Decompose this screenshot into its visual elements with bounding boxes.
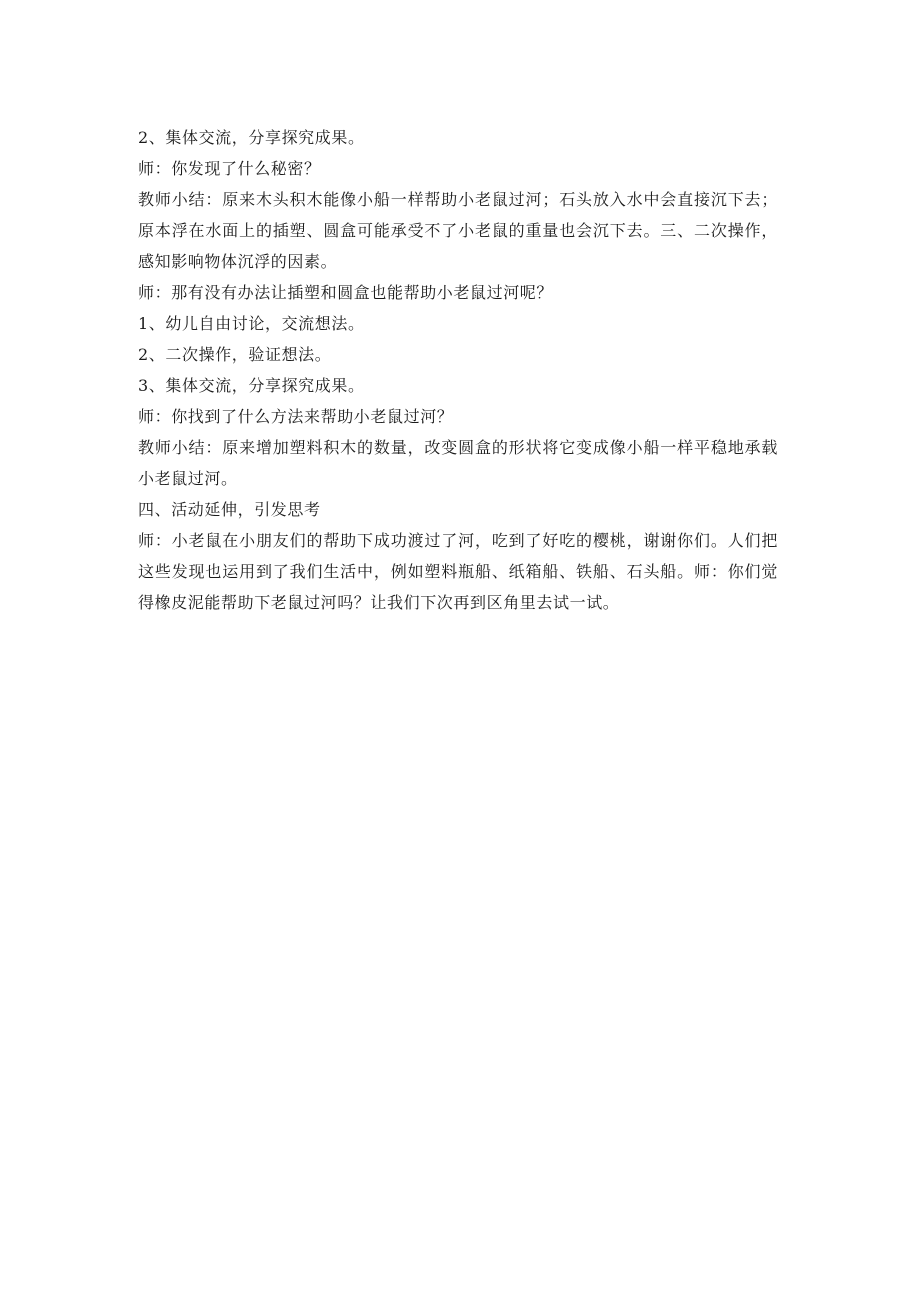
paragraph-step-2-share: 2、集体交流，分享探究成果。 [138, 128, 365, 147]
section-heading-extension: 四、活动延伸，引发思考 [138, 500, 321, 519]
paragraph-teacher-question-method: 师：那有没有办法让插塑和圆盒也能帮助小老鼠过河呢？ [138, 283, 554, 302]
paragraph-teacher-closing: 师：小老鼠在小朋友们的帮助下成功渡过了河，吃到了好吃的樱桃，谢谢你们。人们把这些发现也运用到了我们生活中，例如塑料瓶船、纸箱船、铁船、石头船。师：你们觉得橡皮泥能帮助下老鼠过河吗？让我们下次再到区角里去试一试。 [138, 531, 778, 612]
paragraph-step-2-verify: 2、二次操作，验证想法。 [138, 345, 332, 364]
paragraph-teacher-summary-1: 教师小结：原来木头积木能像小船一样帮助小老鼠过河；石头放入水中会直接沉下去；原本浮在水面上的插塑、圆盒可能承受不了小老鼠的重量也会沉下去。三、二次操作，感知影响物体沉浮的因素。 [138, 190, 778, 271]
paragraph-teacher-question-found: 师：你找到了什么方法来帮助小老鼠过河？ [138, 407, 454, 426]
paragraph-step-3-share: 3、集体交流，分享探究成果。 [138, 376, 365, 395]
paragraph-step-1-discuss: 1、幼儿自由讨论，交流想法。 [138, 314, 365, 333]
paragraph-teacher-question-secret: 师：你发现了什么秘密？ [138, 159, 321, 178]
paragraph-teacher-summary-2: 教师小结：原来增加塑料积木的数量，改变圆盒的形状将它变成像小船一样平稳地承载小老鼠过河。 [138, 438, 778, 488]
document-body [138, 122, 778, 618]
